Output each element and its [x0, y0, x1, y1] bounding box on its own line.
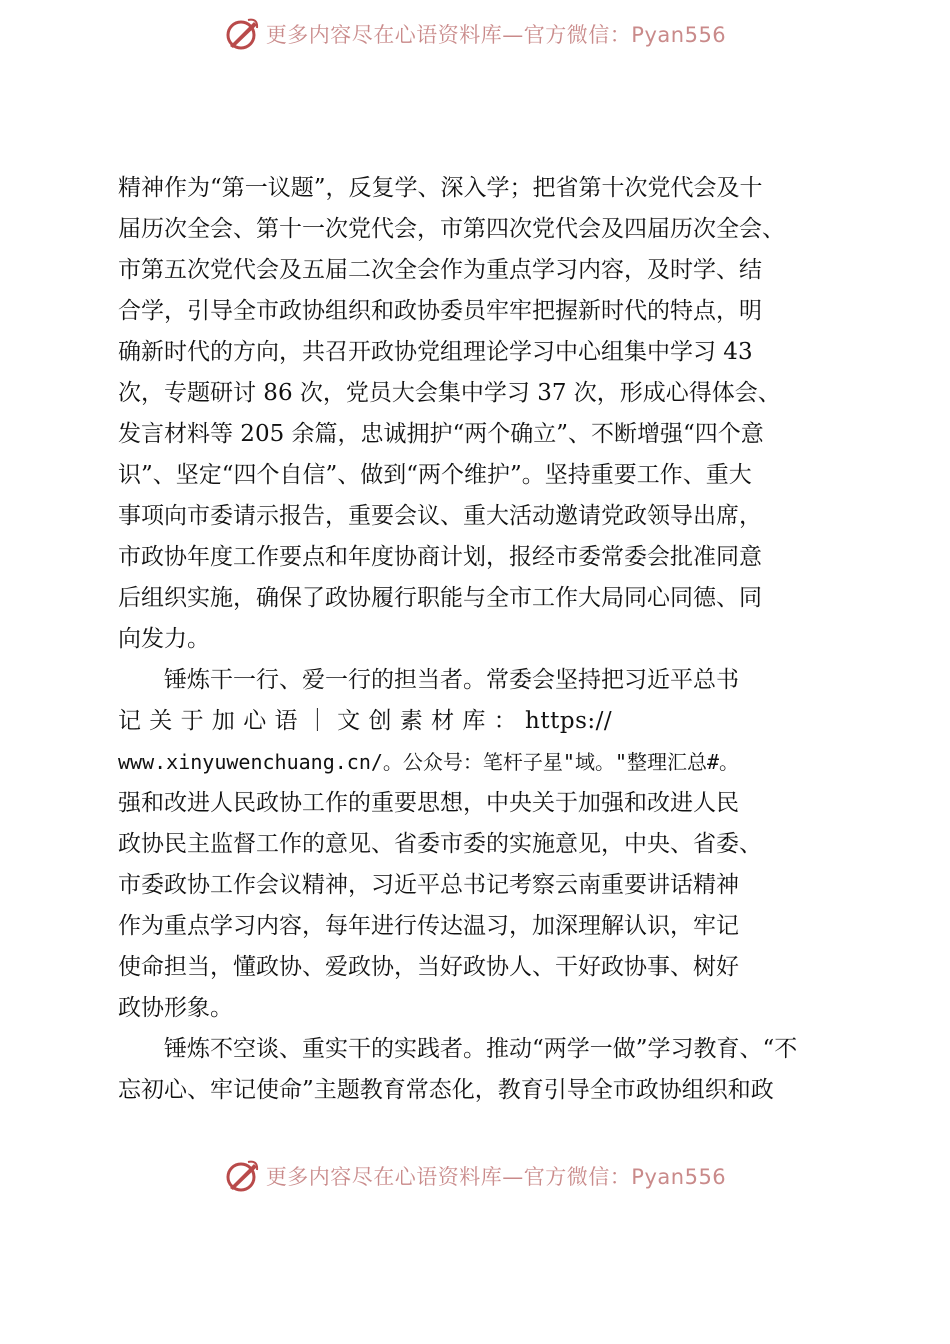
body-line: 发言材料等 205 余篇，忠诚拥护“两个确立”、不断增强“四个意 — [118, 421, 764, 447]
body-line: 作为重点学习内容，每年进行传达温习，加深理解认识，牢记 — [118, 913, 739, 939]
body-line-url: www.xinyuwenchuang.cn/。公众号：笔杆子星"域。"整理汇总#。 — [118, 750, 740, 774]
body-line: 后组织实施，确保了政协履行职能与全市工作大局同心同德、同 — [118, 585, 762, 611]
paragraph-start: 锤炼不空谈、重实干的实践者。推动“两学一做”学习教育、“不 — [118, 1036, 798, 1062]
body-line: 使命担当，懂政协、爱政协，当好政协人、干好政协事、树好 — [118, 954, 739, 980]
footer-banner — [0, 1156, 950, 1196]
body-line: 事项向市委请示报告，重要会议、重大活动邀请党政领导出席， — [118, 503, 762, 529]
quill-seal-icon — [224, 1158, 260, 1194]
body-line: 忘初心、牢记使命”主题教育常态化，教育引导全市政协组织和政 — [118, 1077, 774, 1103]
banner-text: 更多内容尽在心语资料库—官方微信：Pyan556 — [265, 23, 727, 47]
banner-text: 更多内容尽在心语资料库—官方微信：Pyan556 — [265, 1165, 727, 1189]
body-line: 识”、坚定“四个自信”、做到“两个维护”。坚持重要工作、重大 — [118, 462, 752, 488]
body-line: 次，专题研讨 86 次，党员大会集中学习 37 次，形成心得体会、 — [118, 380, 781, 406]
document-body — [118, 168, 830, 1111]
body-line: 政协形象。 — [118, 995, 233, 1021]
paragraph-start: 锤炼干一行、爱一行的担当者。常委会坚持把习近平总书 — [118, 667, 739, 693]
body-line: 合学，引导全市政协组织和政协委员牢牢把握新时代的特点，明 — [118, 298, 762, 324]
body-line: 强和改进人民政协工作的重要思想，中央关于加强和改进人民 — [118, 790, 739, 816]
body-line: 届历次全会、第十一次党代会，市第四次党代会及四届历次全会、 — [118, 216, 785, 242]
body-line: 向发力。 — [118, 626, 210, 652]
body-line: 政协民主监督工作的意见、省委市委的实施意见，中央、省委、 — [118, 831, 762, 857]
body-line: 确新时代的方向，共召开政协党组理论学习中心组集中学习 43 — [118, 339, 753, 365]
body-line: 精神作为“第一议题”，反复学、深入学；把省第十次党代会及十 — [118, 175, 763, 201]
quill-seal-icon — [224, 16, 260, 52]
body-line: 市第五次党代会及五届二次全会作为重点学习内容，及时学、结 — [118, 257, 762, 283]
body-line: 市政协年度工作要点和年度协商计划，报经市委常委会批准同意 — [118, 544, 762, 570]
body-line-spaced: 记 关 于 加 心 语 ｜ 文 创 素 材 库 ： https:// — [118, 708, 613, 734]
header-banner — [0, 14, 950, 54]
body-line: 市委政协工作会议精神，习近平总书记考察云南重要讲话精神 — [118, 872, 739, 898]
